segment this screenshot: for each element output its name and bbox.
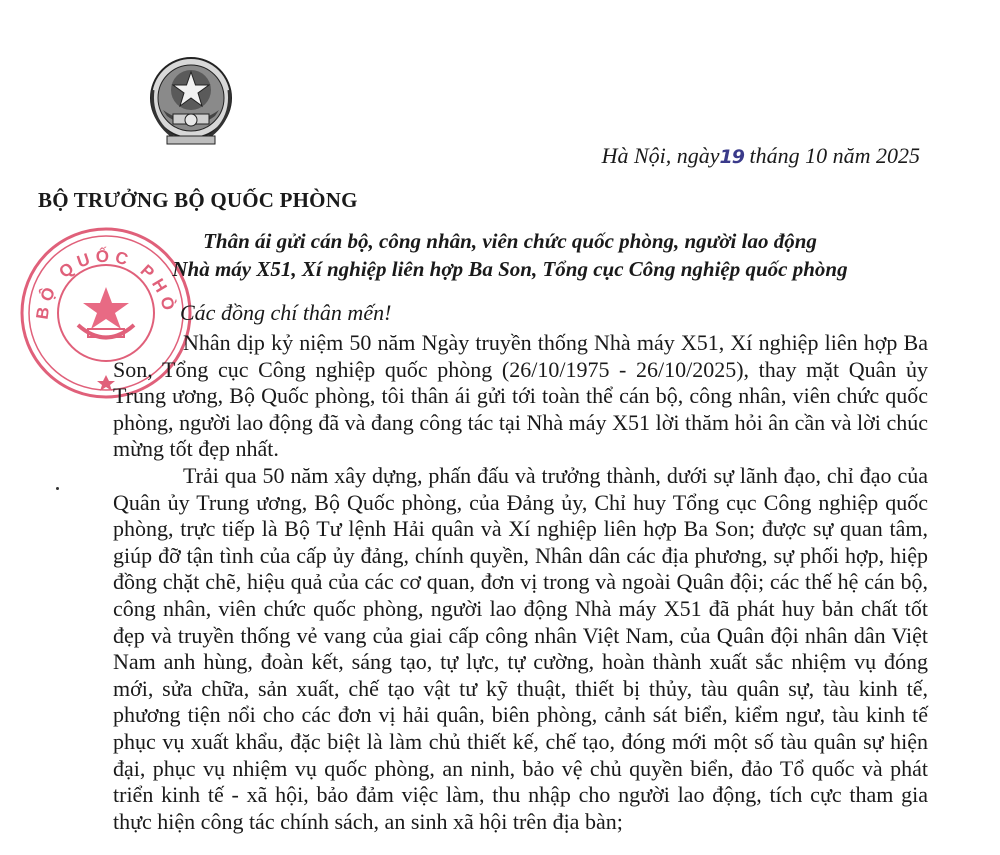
letter-body bbox=[113, 330, 928, 835]
heading-line-1: Thân ái gửi cán bộ, công nhân, viên chức quốc phòng, người lao động bbox=[203, 229, 817, 253]
date-line bbox=[520, 143, 920, 169]
greeting: Các đồng chí thân mến! bbox=[180, 300, 392, 325]
paragraph-1: Nhân dịp kỷ niệm 50 năm Ngày truyền thống Nhà máy X51, Xí nghiệp liên hợp Ba Son, Tổng cục Công nghiệp quốc phòng (26/10/1975 - 26/10/2025), thay mặt Quân ủy Trung ương, Bộ Quốc phòng, tôi thân ái gửi tới toàn thể cán bộ, công nhân, viên chức quốc phòng, người lao động đã và đang công tác tại Nhà máy X51 lời thăm hỏi ân cần và lời chúc mừng tốt đẹp nhất. bbox=[113, 330, 928, 462]
scan-speck bbox=[56, 487, 59, 490]
heading-line-2: Nhà máy X51, Xí nghiệp liên hợp Ba Son, Tổng cục Công nghiệp quốc phòng bbox=[172, 257, 848, 281]
national-emblem-icon bbox=[145, 50, 237, 175]
sender-title: BỘ TRƯỞNG BỘ QUỐC PHÒNG bbox=[38, 188, 358, 212]
paragraph-2: Trải qua 50 năm xây dựng, phấn đấu và trưởng thành, dưới sự lãnh đạo, chỉ đạo của Quân ủy Trung ương, Bộ Quốc phòng, của Đảng ủy, Chỉ huy Tổng cục Công nghiệp quốc phòng, trực tiếp là Bộ Tư lệnh Hải quân và Xí nghiệp liên hợp Ba Son; được sự quan tâm, giúp đỡ tận tình của cấp ủy đảng, chính quyền, Nhân dân các địa phương, sự phối hợp, hiệp đồng chặt chẽ, hiệu quả của các cơ quan, đơn vị trong và ngoài Quân đội; các thế hệ cán bộ, công nhân, viên chức quốc phòng, người lao động Nhà máy X51 đã phát huy bản chất tốt đẹp và truyền thống vẻ vang của giai cấp công nhân Việt Nam, của Quân đội nhân dân Việt Nam anh hùng, đoàn kết, sáng tạo, tự lực, tự cường, hoàn thành xuất sắc nhiệm vụ đóng mới, sửa chữa, sản xuất, chế tạo vật tư kỹ thuật, thiết bị thủy, tàu quân sự, tàu kinh tế, phương tiện nổi cho các đơn vị hải quân, biên phòng, cảnh sát biển, kiểm ngư, tàu kinh tế phục vụ xuất khẩu, đặc biệt là làm chủ thiết kế, chế tạo, đóng mới một số tàu quân sự hiện đại, phục vụ nhiệm vụ quốc phòng, an ninh, bảo vệ chủ quyền biển, đảo Tổ quốc và phát triển kinh tế - xã hội, bảo đảm việc làm, thu nhập cho người lao động, tích cực tham gia thực hiện công tác chính sách, an sinh xã hội trên địa bàn; bbox=[113, 462, 928, 834]
svg-text:BỘ QUỐC PHÒNG: BỘ QUỐC PHÒ bbox=[32, 246, 180, 321]
date-day-handwritten: 19 bbox=[719, 146, 744, 168]
date-prefix: Hà Nội, ngày bbox=[601, 143, 720, 168]
letter-heading bbox=[60, 227, 960, 283]
date-suffix: tháng 10 năm 2025 bbox=[744, 143, 920, 168]
